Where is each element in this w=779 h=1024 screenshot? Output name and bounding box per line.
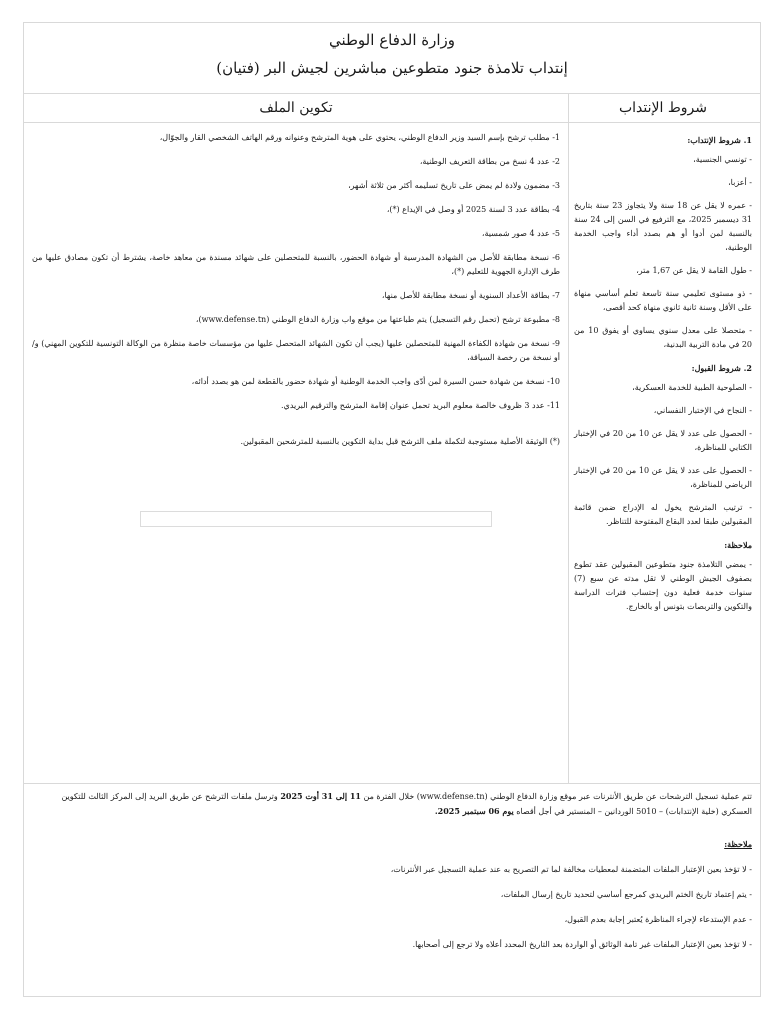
note-heading: ملاحظة: xyxy=(724,540,752,550)
condition-item: - أعزبا، xyxy=(728,178,752,187)
acceptance-item: - الصلوحية الطبية للخدمة العسكرية، xyxy=(632,383,752,392)
file-item: 4- بطاقة عدد 3 لسنة 2025 أو وصل في الإيداع (*)، xyxy=(386,205,560,214)
acceptance-item: - النجاح في الإختبار النفساني، xyxy=(653,406,752,415)
file-item: 5- عدد 4 صور شمسية، xyxy=(481,229,560,238)
intro-dates: 11 إلى 31 أوت 2025 xyxy=(280,791,361,801)
section-heading-acceptance: 2. شروط القبول: xyxy=(691,363,752,373)
file-item: 11- عدد 3 ظروف خالصة معلوم البريد تحمل عنوان إقامة المترشح والترقيم البريدي. xyxy=(281,401,560,410)
bottom-divider xyxy=(24,783,760,784)
file-footnote: (*) الوثيقة الأصلية مستوجبة لتكملة ملف الترشح قبل بداية التكوين بالنسبة للمترشحين المقبولين. xyxy=(240,437,560,446)
condition-item: - عمره لا يقل عن 18 سنة ولا يتجاوز 23 سنة بتاريخ 31 ديسمبر 2025، مع الترفيع في السن إلى 24 سنة بالنسبة لمن أدوا أو هم بصدد أداء واجب الخدمة الوطنية، xyxy=(574,201,753,252)
file-item: 1- مطلب ترشح بإسم السيد وزير الدفاع الوطني، يحتوي على هوية المترشح وعنوانه ورقم الهاتف الشخصي القار والجوّال، xyxy=(159,133,560,142)
bottom-note-item: - يتم إعتماد تاريخ الختم البريدي كمرجع أساسي لتحديد تاريخ إرسال الملفات، xyxy=(500,890,752,899)
file-item: 6- نسخة مطابقة للأصل من الشهادة المدرسية أو شهادة الحضور، بالنسبة للمتحصلين على شهائد مسندة من معاهد خاصة، يشترط أن تكون مصادق عليها من طرف الإدارة الجهوية للتعليم (*)، xyxy=(32,253,560,276)
condition-item: - طول القامة لا يقل عن 1,67 متر، xyxy=(636,266,752,275)
acceptance-item: - ترتيب المترشح يخول له الإدراج ضمن قائمة المقبولين طبقا لعدد البقاع المفتوحة للتناظر. xyxy=(574,503,752,526)
bottom-note-item: - لا تؤخذ بعين الإعتبار الملفات غير تامة الوثائق أو الواردة بعد التاريخ المحدد أعلاه ولا ترجع إلى أصحابها. xyxy=(412,940,752,949)
registration-section xyxy=(24,789,760,963)
registration-intro xyxy=(32,789,752,819)
file-item: 7- بطاقة الأعداد السنوية أو نسخة مطابقة للأصل منها، xyxy=(381,291,560,300)
file-item: 9- نسخة من شهادة الكفاءة المهنية للمتحصلين عليها (يجب أن تكون الشهائد المتحصل عليها من مؤسسات خاصة منظرة من الوكالة التونسية للتكوين المهني) و/أو نسخة من رخصة السياقة، xyxy=(32,339,560,362)
condition-item: - تونسي الجنسية، xyxy=(693,155,752,164)
bottom-note-heading: ملاحظة: xyxy=(724,839,752,849)
condition-item: - ذو مستوى تعليمي سنة تاسعة تعلم أساسي منهاة على الأقل وسنة ثانية ثانوي منهاة كحد أقصى، xyxy=(574,289,752,312)
file-item: 10- نسخة من شهادة حسن السيرة لمن أدّى واجب الخدمة الوطنية أو شهادة حضور بالقطعة لمن هو بصدد أدائه، xyxy=(191,377,560,386)
intro-part: تتم عملية تسجيل الترشحات عن طريق الأنترنات عبر موقع وزارة الدفاع الوطني (www.defense.tn) خلال الفترة من xyxy=(360,792,752,801)
file-column xyxy=(24,131,568,459)
file-column-title: تكوين الملف xyxy=(24,93,568,123)
file-item: 2- عدد 4 نسخ من بطاقة التعريف الوطنية، xyxy=(419,157,560,166)
document-title: إنتداب تلامذة جنود متطوعين مباشرين لجيش البر (فتيان) xyxy=(216,59,568,77)
document-frame xyxy=(23,22,761,997)
conditions-column xyxy=(566,131,760,623)
condition-item: - متحصلا على معدل سنوي يساوي أو يفوق 10 من 20 في مادة التربية البدنية، xyxy=(574,326,752,349)
document-header xyxy=(24,23,760,94)
bottom-note-item: - عدم الإستدعاء لإجراء المناظرة يُعتبر إجابة بعدم القبول، xyxy=(564,915,752,924)
ministry-title: وزارة الدفاع الوطني xyxy=(328,31,456,49)
file-item: 3- مضمون ولادة لم يمض على تاريخ تسليمه أكثر من ثلاثة أشهر، xyxy=(348,181,560,190)
intro-deadline: يوم 06 سبتمبر 2025. xyxy=(434,806,514,816)
intro-part: وترسل ملفات الترشح عن طريق البريد إلى المركز الثالث للتكوين العسكري (خلية الإنتدابات) – 5010 الوردانين – المنستير في أجل أقصاه xyxy=(61,792,752,816)
acceptance-item: - الحصول على عدد لا يقل عن 10 من 20 في الإختبار الرياضي للمناظرة، xyxy=(574,466,753,489)
empty-field-box xyxy=(140,511,492,527)
acceptance-item: - الحصول على عدد لا يقل عن 10 من 20 في الإختبار الكتابي للمناظرة، xyxy=(574,429,753,452)
bottom-note-item: - لا تؤخذ بعين الإعتبار الملفات المتضمنة لمعطيات مخالفة لما تم التصريح به عند عملية التسجيل عبر الأنترنات، xyxy=(390,865,752,874)
conditions-column-title: شروط الإنتداب xyxy=(566,93,760,123)
file-item: 8- مطبوعة ترشح (تحمل رقم التسجيل) يتم طباعتها من موقع واب وزارة الدفاع الوطني (www.defense.tn)، xyxy=(195,315,560,324)
note-text: - يمضي التلامذة جنود متطوعين المقبولين عقد تطوع بصفوف الجيش الوطني لا تقل مدته عن سبع (7) سنوات خدمة فعلية دون إحتساب فترات الدراسة والتكوين والتربصات بتونس أو بالخارج. xyxy=(574,560,752,611)
section-heading-recruitment: 1. شروط الإنتداب: xyxy=(687,135,752,145)
